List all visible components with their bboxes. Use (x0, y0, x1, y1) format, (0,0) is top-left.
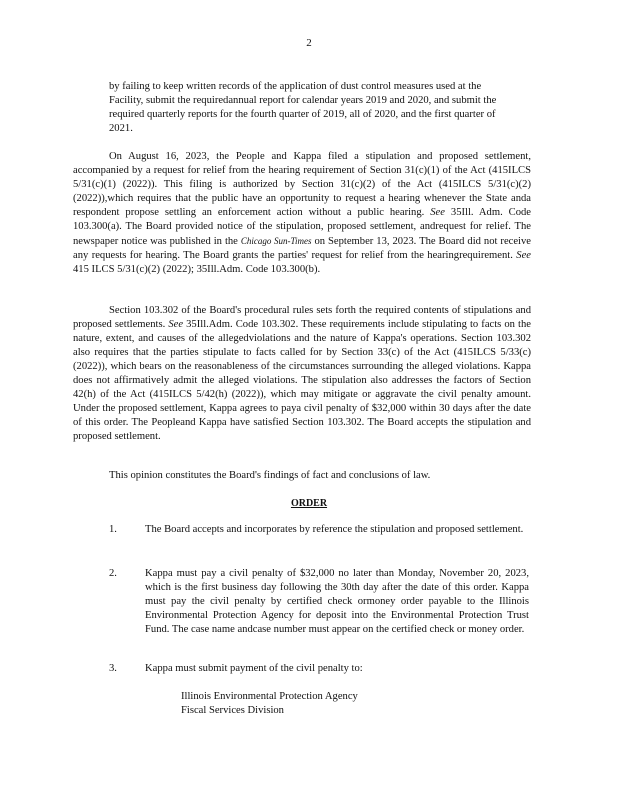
section-text-1: Section 103.302 of the Board's procedural rules sets forth the required contents of stipulations and proposed settlements. (73, 305, 531, 330)
continued-paragraph: by failing to keep written records of the application of dust control measures used at the Facility, submit the requiredannual report for calendar years 2019 and 2020, and submit the required quarterly reports for the fourth quarter of 2019, all of 2020, and the first quarter of 2021. (109, 81, 497, 134)
filing-text-1: On August 16, 2023, the People and Kappa filed a stipulation and proposed settlement, accompanied by a request for relief from the hearing requirement of Section 31(c)(1) of the Act (415ILCS 5/31(c)(1) (2022)). This filing is authorized by Section 31(c)(2) of the Act (415ILCS 5/31(c)(2) (2022)),which requires that the public have an opportunity to request a hearing whenever the State anda respondent propose settling an enforcement action without a public hearing. (73, 151, 531, 218)
order-heading-text: ORDER (290, 498, 328, 509)
section-text-2: 35Ill.Adm. Code 103.302. These requirements include stipulating to facts on the nature, extent, and causes of the allegedviolations and the nature of Kappa's operations. Section 103.302 also requires that the parties stipulate to facts called for by Section 33(c) of the Act (415ILCS 5/33(c) (2022)), which bears on the reasonableness of the circumstances surrounding the alleged violations. Kappa does not affirmatively admit the alleged violations. The stipulation also addresses the factors of Section 42(h) of the Act (415ILCS 5/42(h) (2022)), which may mitigate or aggravate the civil penalty amount. Under the proposed settlement, Kappa agrees to paya civil penalty of $32,000 within 30 days after the date of this order. The Peopleand Kappa have satisfied Section 103.302. The Board accepts the stipulation and proposed settlement. (73, 319, 531, 442)
newspaper-name: Chicago Sun-Times (240, 236, 312, 246)
order-item-text: The Board accepts and incorporates by reference the stipulation and proposed settlement. (145, 524, 524, 535)
payment-address (181, 690, 481, 718)
filing-text-3: on September 13, 2023. The Board did not receive any requests for hearing. The Board grants the parties' request for relief from the hearingrequirement. (73, 236, 531, 261)
order-item-number: 1. (109, 524, 117, 535)
see-signal: See (516, 250, 531, 261)
opinion-paragraph: This opinion constitutes the Board's findings of fact and conclusions of law. (109, 470, 431, 481)
address-line: Fiscal Services Division (181, 705, 284, 716)
order-item-number: 3. (109, 663, 117, 674)
order-item-text: Kappa must submit payment of the civil penalty to: (145, 663, 363, 674)
filing-text-2: 35Ill. Adm. Code 103.300(a). The Board provided notice of the stipulation, proposed settlement, andrequest for relief. The newspaper notice was published in the (73, 207, 532, 247)
filing-text-4: 415 ILCS 5/31(c)(2) (2022); 35Ill.Adm. Code 103.300(b). (73, 264, 321, 275)
see-signal: See (430, 207, 445, 218)
filing-paragraph (73, 150, 531, 277)
see-signal: See (168, 319, 184, 330)
order-heading (0, 497, 618, 511)
page-number: 2 (306, 37, 312, 49)
order-item-text: Kappa must pay a civil penalty of $32,000 no later than Monday, November 20, 2023, which is the first business day following the 30th day after the date of this order. Kappa must pay the civil penalty by certified check ormoney order payable to the Illinois Environmental Protection Agency for deposit into the Environmental Protection Trust Fund. The case name andcase number must appear on the certified check or money order. (145, 568, 529, 635)
order-item-number: 2. (109, 568, 117, 579)
section-103-302-paragraph (73, 304, 531, 444)
address-line: Illinois Environmental Protection Agency (181, 691, 358, 702)
